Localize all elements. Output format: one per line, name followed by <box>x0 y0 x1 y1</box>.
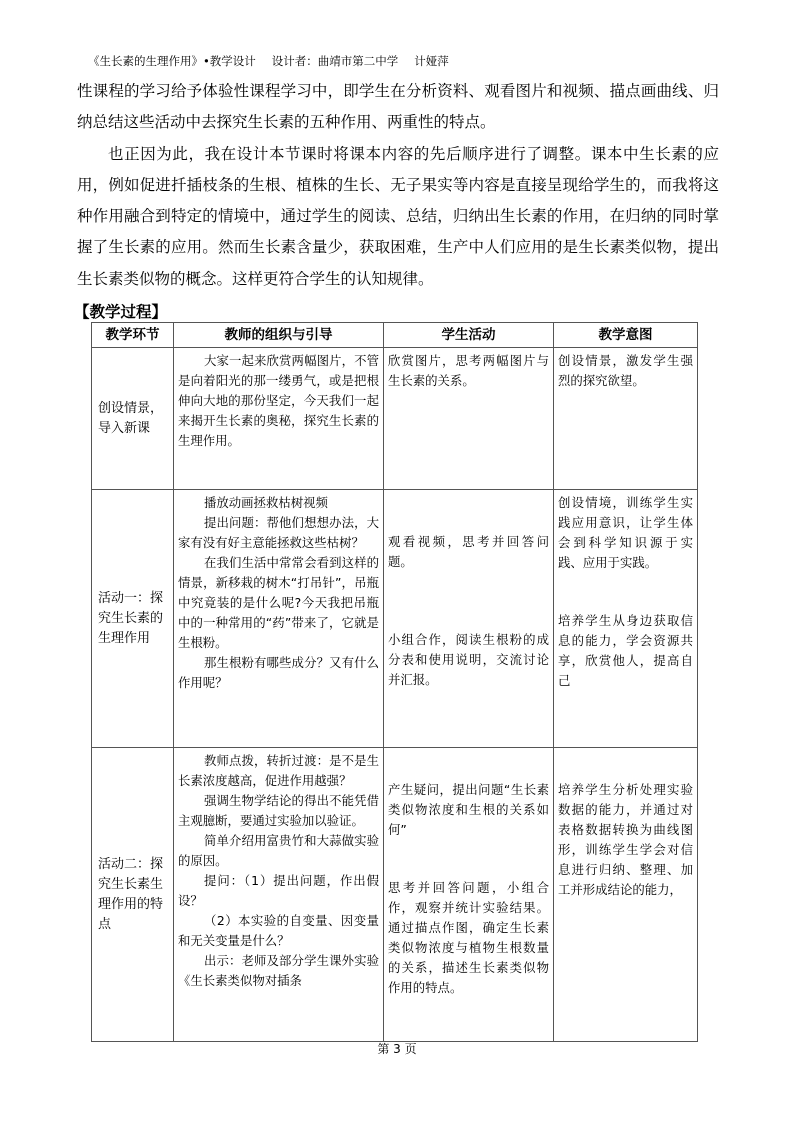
teacher-text: 出示：老师及部分学生课外实验《生长素类似物对插条 <box>178 953 379 988</box>
intent-cell <box>554 490 698 748</box>
student-text: 思考并回答问题，小组合作，观察并统计实验结果。通过描点作图，确定生长素类似物浓度与植物生根数量的关系，描述生长素类似物作用的特点。 <box>388 880 549 995</box>
page-header <box>88 54 449 68</box>
teacher-text: 强调生物学结论的得出不能凭借主观臆断，要通过实验加以验证。 <box>178 793 379 828</box>
student-cell <box>384 490 554 748</box>
header-designer-name: 计娅萍 <box>414 54 449 68</box>
table-row <box>92 490 698 748</box>
student-cell <box>384 348 554 490</box>
page-number: 第 3 页 <box>377 1042 417 1056</box>
section-title: 【教学过程】 <box>74 303 168 321</box>
teaching-process-table <box>91 322 698 1042</box>
student-cell <box>384 748 554 1042</box>
intro-paragraph-1: 性课程的学习给予体验性课程学习中，即学生在分析资料、观看图片和视频、描点画曲线、归纳总结这些活动中去探究生长素的五种作用、两重性的特点。 <box>77 82 719 132</box>
intent-text: 创设情境，训练学生实践应用意识，让学生体会到科学知识源于实践、应用于实践。 <box>558 495 693 570</box>
teacher-text: 提问：（1）提出问题，作出假设？ <box>178 873 379 908</box>
stage-label: 活动二：探究生长素生理作用的特点 <box>98 856 164 932</box>
intent-text: 培养学生分析处理实验数据的能力，并通过对表格数据转换为曲线图形，训练学生学会对信息进行归纳、整理、加工并形成结论的能力， <box>558 782 693 897</box>
intro-paragraph-2: 也正因为此，我在设计本节课时将课本内容的先后顺序进行了调整。课本中生长素的应用，例如促进扦插枝条的生根、植株的生长、无子果实等内容是直接呈现给学生的，而我将这种作用融合到特定的情境中，通过学生的阅读、总结，归纳出生长素的作用，在归纳的同时掌握了生长素的应用。然而生长素含量少，获取困难，生产中人们应用的是生长素类似物，提出生长素类似物的概念。这样更符合学生的认知规律。 <box>77 144 719 288</box>
teacher-text: 在我们生活中常常会看到这样的情景，新移栽的树木“打吊针”，吊瓶中究竟装的是什么呢?今天我把吊瓶中的一种常用的“药”带来了，它就是生根粉。 <box>178 555 379 650</box>
table-row <box>92 748 698 1042</box>
teacher-cell <box>174 490 384 748</box>
student-text: 小组合作，阅读生根粉的成分表和使用说明，交流讨论并汇报。 <box>388 632 549 687</box>
stage-label: 创设情景，导入新课 <box>98 400 164 436</box>
teacher-text: 那生根粉有哪些成分？又有什么作用呢？ <box>178 655 379 690</box>
column-header: 教学意图 <box>554 323 698 348</box>
stage-cell <box>92 748 174 1042</box>
stage-cell <box>92 348 174 490</box>
intent-cell <box>554 348 698 490</box>
header-title: 《生长素的生理作用》•教学设计 <box>88 54 256 68</box>
column-header: 学生活动 <box>384 323 554 348</box>
header-designer: 设计者：曲靖市第二中学 <box>271 54 399 68</box>
teacher-text: 播放动画拯救枯树视频 <box>204 495 328 510</box>
intent-text: 培养学生从身边获取信息的能力，学会资源共享，欣赏他人，提高自己 <box>558 613 693 688</box>
student-text: 产生疑问，提出问题“生长素类似物浓度和生根的关系如何” <box>388 782 549 837</box>
table-row <box>92 348 698 490</box>
intro-text <box>77 76 719 295</box>
teacher-text: 大家一起来欣赏两幅图片，不管是向着阳光的那一缕勇气，或是把根伸向大地的那份坚定，今天我们一起来揭开生长素的奥秘，探究生长素的生理作用。 <box>178 353 379 448</box>
teacher-text: 教师点拨，转折过渡：是不是生长素浓度越高，促进作用越强？ <box>178 753 379 788</box>
stage-label: 活动一：探究生长素的生理作用 <box>98 590 164 646</box>
student-text: 观看视频，思考并回答问题。 <box>388 534 549 569</box>
teacher-cell <box>174 748 384 1042</box>
student-text: 欣赏图片，思考两幅图片与生长素的关系。 <box>388 353 549 388</box>
column-header: 教师的组织与引导 <box>174 323 384 348</box>
teacher-text: 简单介绍用富贵竹和大蒜做实验的原因。 <box>178 833 379 868</box>
intent-cell <box>554 748 698 1042</box>
intent-text: 创设情景，激发学生强烈的探究欲望。 <box>558 353 693 388</box>
stage-cell <box>92 490 174 748</box>
table-header-row <box>92 323 698 348</box>
teacher-text: （2）本实验的自变量、因变量和无关变量是什么？ <box>178 913 379 948</box>
teacher-text: 提出问题：帮他们想想办法，大家有没有好主意能拯救这些枯树？ <box>178 515 379 550</box>
teacher-cell <box>174 348 384 490</box>
column-header: 教学环节 <box>92 323 174 348</box>
